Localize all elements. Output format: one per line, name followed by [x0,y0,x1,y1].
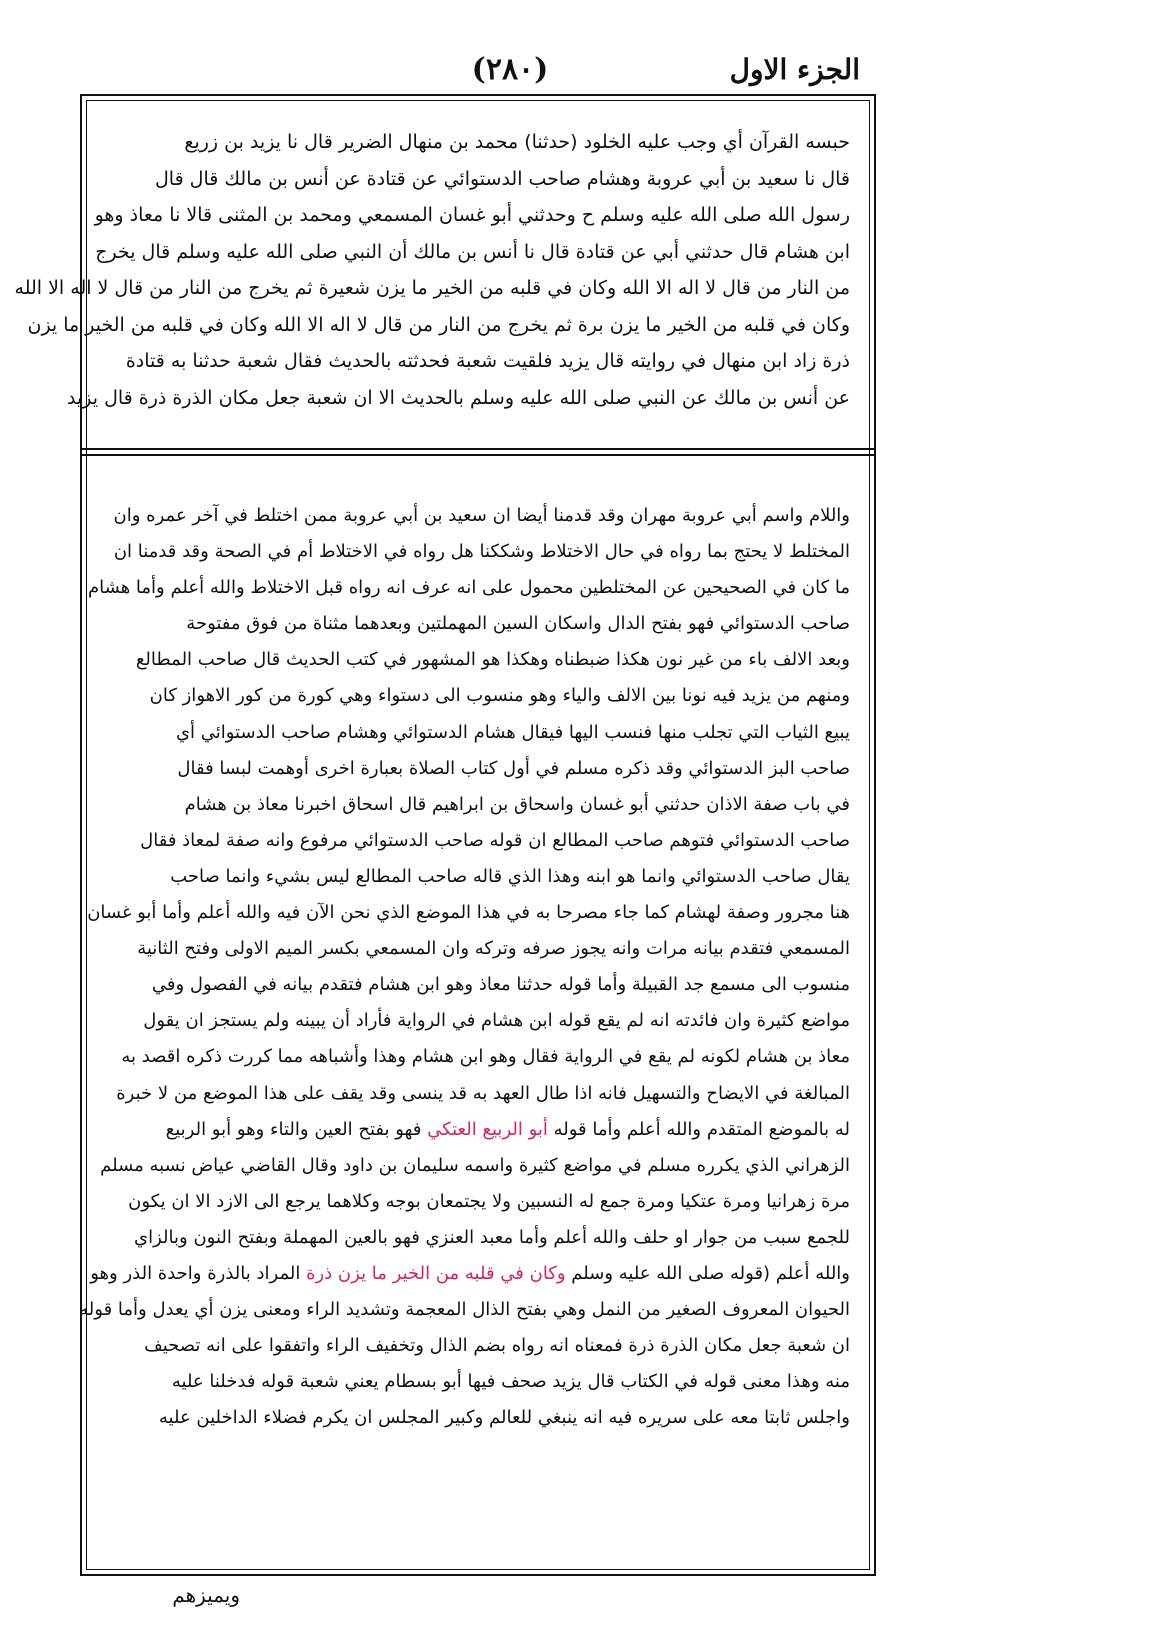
commentary-line: مواضع كثيرة وان فائدته انه لم يقع قوله ابن هشام في الرواية فأراد أن يبينه ولم يستجز ان يقول [143,1010,850,1032]
page-number: (٢٨٠) [471,52,549,87]
commentary-line: معاذ بن هشام لكونه لم يقع في الرواية فقال وهو ابن هشام وهذا وأشباهه مما كررت ذكره اقصد به [121,1046,850,1068]
catchword: ويميزهم [172,1583,240,1607]
commentary-line: مرة زهرانيا ومرة عتكيا ومرة جمع له النسبين ولا يجتمعان بوجه وكلاهما يرجع الى الازد الا ان يكون [128,1190,850,1212]
commentary-line: صاحب الدستوائي فتوهم صاحب المطالع ان قوله صاحب الدستوائي مرفوع وانه صفة لمعاذ فقال [140,829,850,851]
commentary-line: ما كان في الصحيحين عن المختلطين محمول على انه عرف انه رواه قبل الاختلاط والله أعلم وأما هشام [88,577,850,599]
section-divider-top [80,448,876,450]
hadith-line: حبسه القرآن أي وجب عليه الخلود (حدثنا) محمد بن منهال الضرير قال نا يزيد بن زريع [184,131,850,153]
commentary-line: واللام واسم أبي عروبة مهران وقد قدمنا أيضا ان سعيد بن أبي عروبة ممن اختلط في آخر عمره وان [113,505,850,526]
hadith-line: وكان في قلبه من الخير ما يزن برة ثم يخرج من النار من قال لا اله الا الله وكان في قلبه من الخير ما يزن [27,313,850,336]
commentary-text-block [79,498,850,1436]
commentary-line: المسمعي فتقدم بيانه مرات وانه يجوز صرفه وتركه وان المسمعي بكسر الميم الاولى وفتح الثانية [137,938,850,960]
highlighted-phrase: وكان في قلبه من الخير ما يزن ذرة [306,1262,566,1284]
commentary-line: ومنهم من يزيد فيه نونا بين الالف والياء وهو منسوب الى دستواء وهي كورة من كور الاهواز كان [149,685,850,707]
hadith-text-block [14,124,850,416]
commentary-line: صاحب البز الدستوائي وقد ذكره مسلم في أول كتاب الصلاة بعبارة اخرى أوهمت لبسا فقال [177,757,850,779]
commentary-line: الحيوان المعروف الصغير من النمل وهي بفتح الذال المعجمة وتشديد الراء ومعنى يزن أي يعدل وأما قوله [79,1299,850,1321]
commentary-line: منسوب الى مسمع جد القبيلة وأما قوله حدثنا معاذ وهو ابن هشام فتقدم بيانه في الفصول وفي [151,974,850,996]
commentary-line: الزهراني الذي يكرره مسلم في مواضع كثيرة واسمه سليمان بن داود وقال القاضي عياض نسبه مسلم [100,1154,850,1176]
commentary-line: في باب صفة الاذان حدثني أبو غسان واسحاق بن ابراهيم قال اسحاق اخبرنا معاذ بن هشام [184,793,850,815]
hadith-line: من النار من قال لا اله الا الله وكان في قلبه من الخير ما يزن شعيرة ثم يخرج من النار من قال لا اله الا الله [14,277,850,299]
commentary-line: للجمع سبب من جوار او حلف والله أعلم وأما معبد العنزي فهو بالعين المهملة وبفتح النون وبالزاي [134,1226,850,1248]
commentary-line: المبالغة في الايضاح والتسهيل فانه اذا طال العهد به قد ينسى وقد يقف على هذا الموضع من لا خبرة [116,1082,850,1104]
hadith-line: عن أنس بن مالك عن النبي صلى الله عليه وسلم بالحديث الا ان شعبة جعل مكان الذرة ذرة قال يزيد [67,386,850,409]
hadith-line: ابن هشام قال حدثني أبي عن قتادة قال نا أنس بن مالك أن النبي صلى الله عليه وسلم قال يخرج [95,240,850,263]
hadith-line: قال نا سعيد بن أبي عروبة وهشام صاحب الدستوائي عن قتادة عن أنس بن مالك قال قال [154,167,850,190]
commentary-line: يقال صاحب الدستوائي وانما هو ابنه وهذا الذي قاله صاحب المطالع ليس بشيء وانما صاحب [170,865,850,887]
commentary-line: المختلط لا يحتج بما رواه في حال الاختلاط وشككنا هل رواه في الاختلاط أم في الصحة وقد قدمنا ان [113,541,850,563]
volume-label: الجزء الاول [729,53,860,86]
commentary-line: يبيع الثياب التي تجلب منها فنسب اليها فيقال هشام الدستوائي وهشام صاحب الدستوائي أي [175,721,850,743]
section-divider-bottom [80,454,876,456]
hadith-line: رسول الله صلى الله عليه وسلم ح وحدثني أبو غسان المسمعي ومحمد بن المثنى قالا نا معاذ وهو [94,204,850,226]
commentary-line: منه وهذا معنى قوله في الكتاب قال يزيد صحف فيها أبو بسطام يعني شعبة قوله فدخلنا عليه [171,1371,850,1393]
commentary-line: صاحب الدستوائي فهو بفتح الدال واسكان السين المهملتين وبعدهما مثناة من فوق مفتوحة [186,613,850,635]
commentary-line: هنا مجرور وصفة لهشام كما جاء مصرحا به في هذا الموضع الذي نحن الآن فيه والله أعلم وأما أبو غسان [87,902,850,924]
commentary-line: له بالموضع المتقدم والله أعلم وأما قوله أبو الربيع العتكي فهو بفتح العين والتاء وهو أبو الربيع [165,1118,850,1140]
commentary-line: والله أعلم (قوله صلى الله عليه وسلم وكان في قلبه من الخير ما يزن ذرة المراد بالذرة واحدة الذر وهو [90,1262,850,1284]
commentary-line: ان شعبة جعل مكان الذرة ذرة فمعناه انه رواه بضم الذال وتخفيف الراء واتفقوا على انه تصحيف [144,1335,850,1357]
highlighted-phrase: أبو الربيع العتكي [427,1118,548,1140]
hadith-line: ذرة زاد ابن منهال في روايته قال يزيد فلقيت شعبة فحدثته بالحديث فقال شعبة حدثنا به قتادة [125,350,850,372]
commentary-line: واجلس ثابتا معه على سريره فيه انه ينبغي للعالم وكبير المجلس ان يكرم فضلاء الداخلين عليه [158,1407,850,1429]
commentary-line: وبعد الالف باء من غير نون هكذا ضبطناه وهكذا هو المشهور في كتب الحديث قال صاحب المطالع [135,649,850,671]
